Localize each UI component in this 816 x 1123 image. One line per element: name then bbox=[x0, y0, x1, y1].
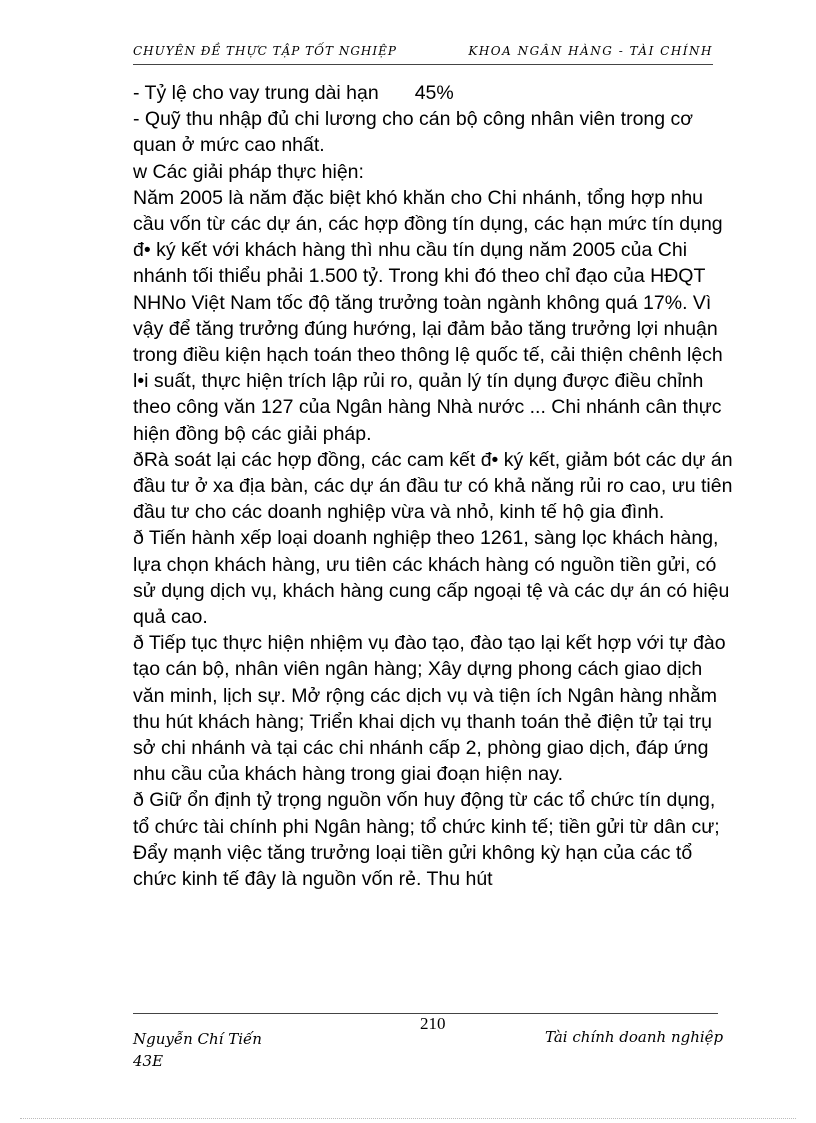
loan-ratio-label: - Tỷ lệ cho vay trung dài hạn bbox=[133, 82, 379, 104]
paragraph-income-fund: - Quỹ thu nhập đủ chi lương cho cán bộ công nhân viên trong cơ quan ở mức cao nhất. bbox=[133, 108, 694, 157]
author-name: Nguyễn Chí Tiến bbox=[133, 1030, 262, 1048]
paragraph-solutions-heading: w Các giải pháp thực hiện: bbox=[133, 160, 364, 183]
header-left-title: CHUYÊN ĐỀ THỰC TẬP TỐT NGHIỆP bbox=[133, 44, 397, 58]
document-body bbox=[133, 80, 733, 892]
footer-author bbox=[133, 1028, 293, 1072]
page-header bbox=[133, 40, 713, 68]
loan-ratio-value: 45% bbox=[414, 82, 454, 104]
paragraph-loan-ratio bbox=[133, 80, 733, 106]
paragraph-training: ð Tiếp tục thực hiện nhiệm vụ đào tạo, đào tạo lại kết hợp với tự đào tạo cán bộ, nhân viên ngân hàng; Xây dựng phong cách giao dịch văn minh, lịch sự. Mở rộng các dịch vụ và tiện ích Ngân hàng nhằm thu hút khách hàng; Triển khai dịch vụ thanh toán thẻ điện tử tại trụ sở chi nhánh và tại các chi nhánh cấp 2, phòng giao dịch, đáp ứng nhu cầu của khách hàng trong giai đoạn hiện nay. bbox=[133, 632, 726, 786]
page-number: 210 bbox=[420, 1014, 446, 1033]
author-class: 43E bbox=[133, 1052, 164, 1070]
header-divider bbox=[133, 64, 713, 65]
paragraph-capital-stability: ð Giữ ổn định tỷ trọng nguồn vốn huy động từ các tổ chức tín dụng, tổ chức tài chính phi Ngân hàng; tổ chức kinh tế; tiền gửi từ dân cư; Đẩy mạnh việc tăng trưởng loại tiền gửi không kỳ hạn của các tổ chức kinh tế đây là nguồn vốn rẻ. Thu hút bbox=[133, 789, 720, 891]
page-edge-divider bbox=[20, 1118, 796, 1119]
header-right-title: KHOA NGÂN HÀNG - TÀI CHÍNH bbox=[468, 44, 713, 58]
paragraph-year-2005: Năm 2005 là năm đặc biệt khó khăn cho Chi nhánh, tổng hợp nhu cầu vốn từ các dự án, các hợp đồng tín dụng, các hạn mức tín dụng đ• ký kết với khách hàng thì nhu cầu tín dụng năm 2005 của Chi nhánh tối thiểu phải 1.500 tỷ. Trong khi đó theo chỉ đạo của HĐQT NHNo Việt Nam tốc độ tăng trưởng toàn ngành không quá 17%. Vì vậy để tăng trưởng đúng hướng, lại đảm bảo tăng trưởng lợi nhuận trong điều kiện hạch toán theo thông lệ quốc tế, cải thiện chênh lệch l•i suất, thực hiện trích lập rủi ro, quản lý tín dụng được điều chỉnh theo công văn 127 của Ngân hàng Nhà nước ... Chi nhánh cân thực hiện đồng bộ các giải pháp. bbox=[133, 186, 723, 445]
paragraph-review-contracts: ðRà soát lại các hợp đồng, các cam kết đ• ký kết, giảm bót các dự án đầu tư ở xa địa bàn, các dự án đầu tư có khả năng rủi ro cao, ưu tiên đầu tư cho các doanh nghiệp vừa và nhỏ, kinh tế hộ gia đình. bbox=[133, 448, 733, 524]
paragraph-classify-enterprises: ð Tiến hành xếp loại doanh nghiệp theo 1261, sàng lọc khách hàng, lựa chọn khách hàng, ưu tiên các khách hàng có nguồn tiền gửi, có sử dụng dịch vụ, khách hàng cung cấp ngoại tệ và các dự án có hiệu quả cao. bbox=[133, 527, 730, 629]
footer-department: Tài chính doanh nghiệp bbox=[545, 1028, 724, 1046]
